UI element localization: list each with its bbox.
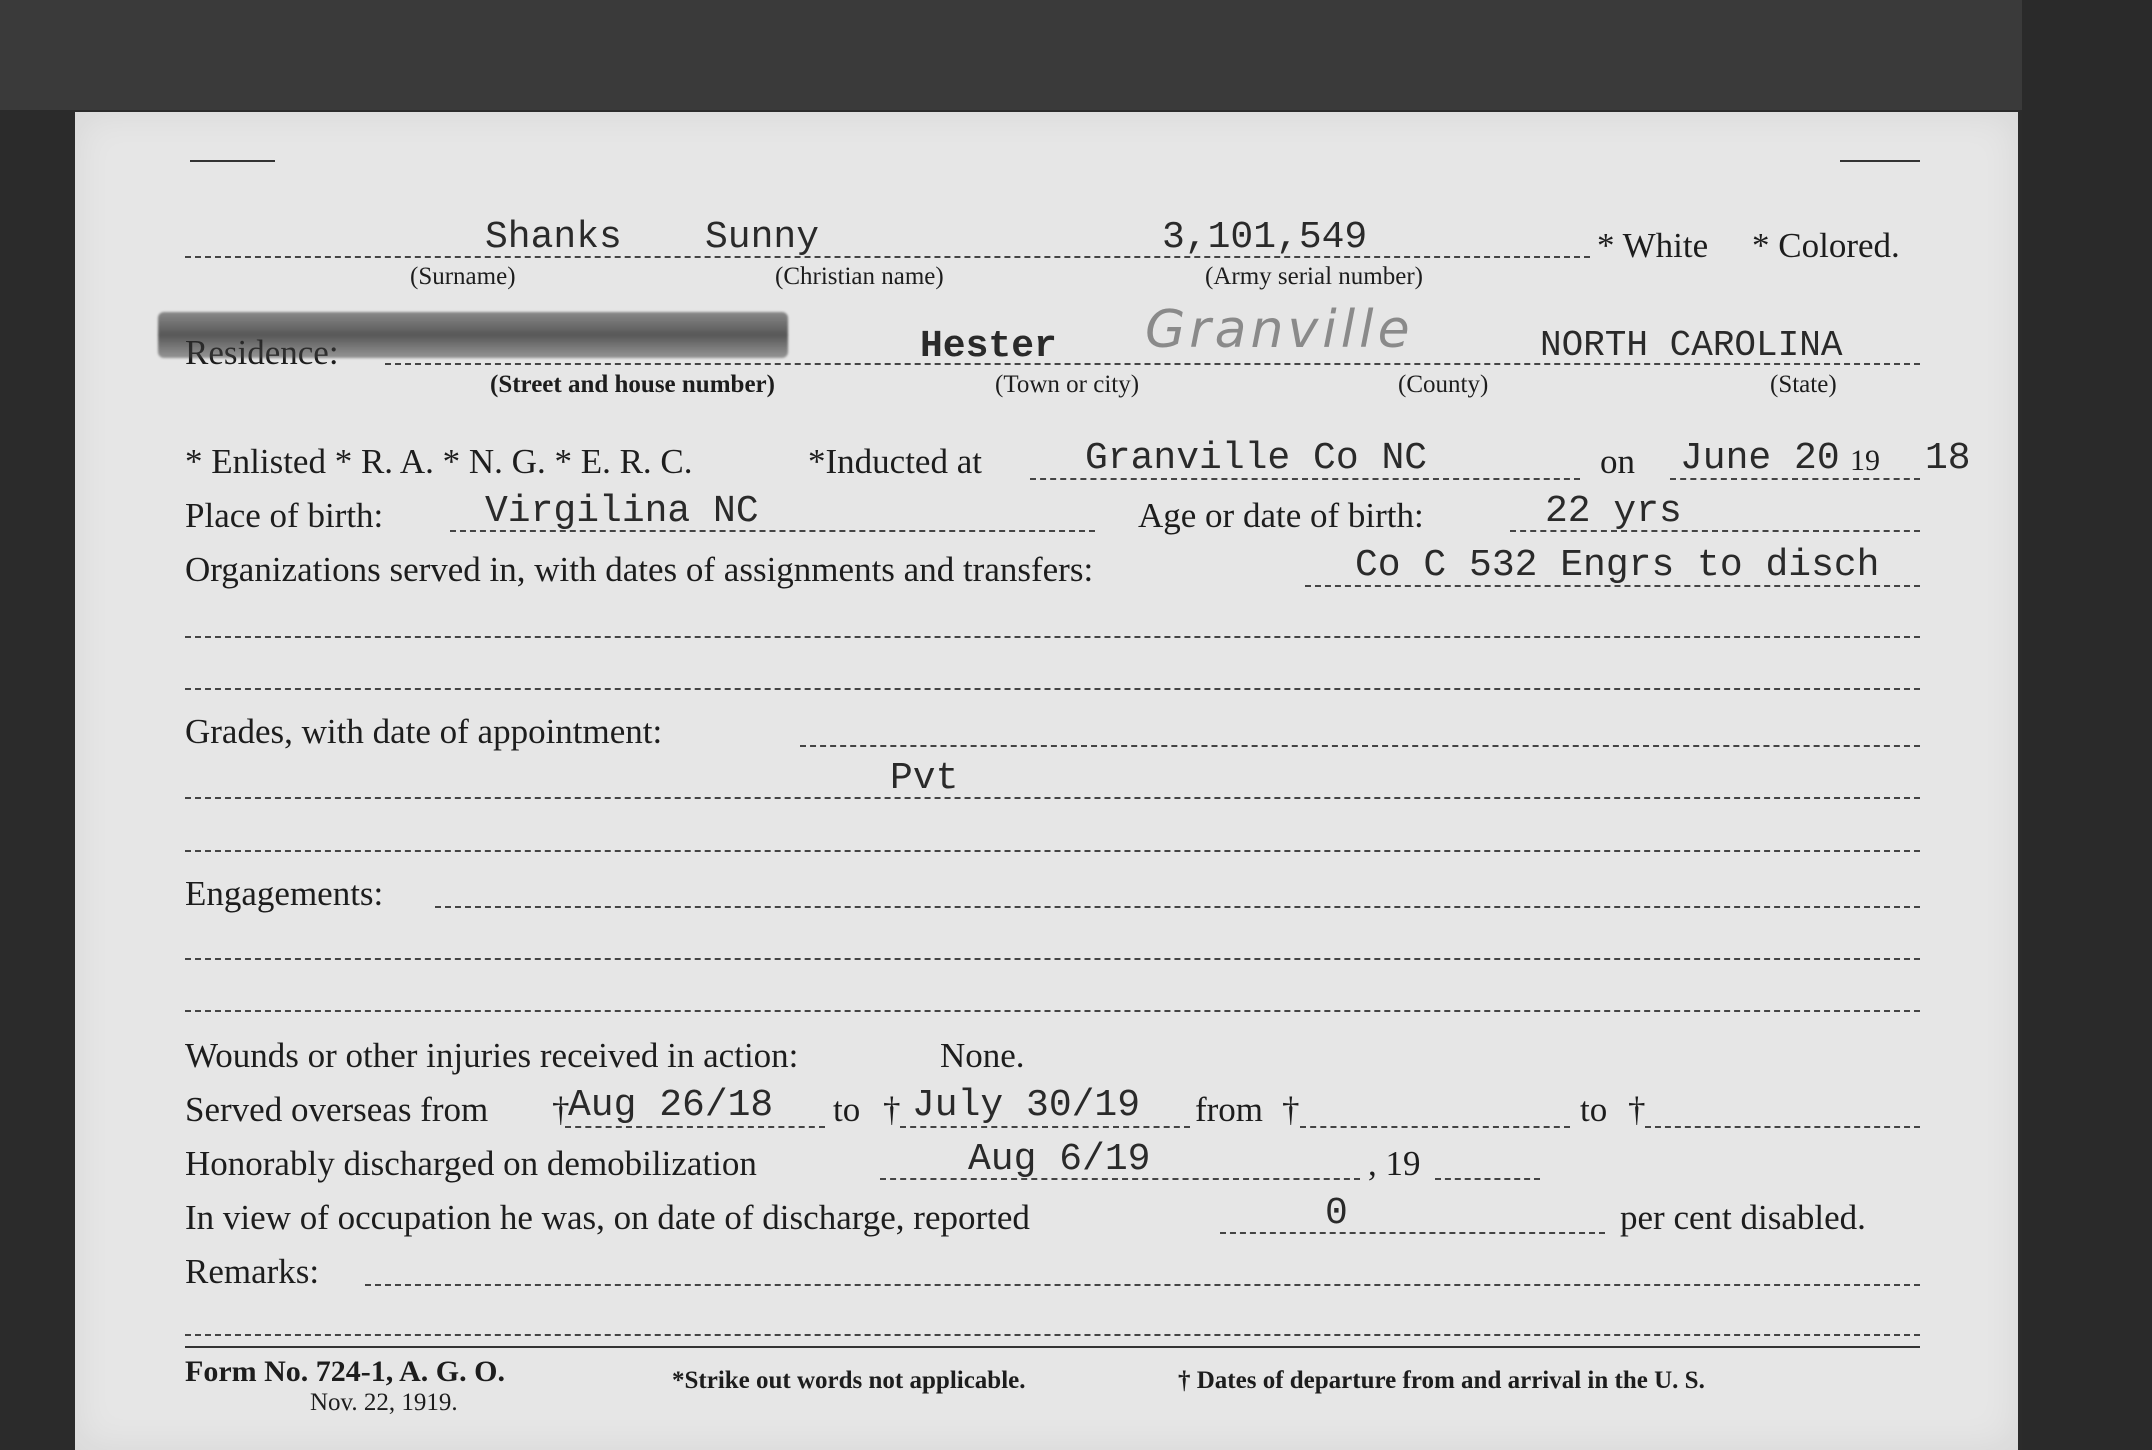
discharge-year-line: [1435, 1178, 1540, 1180]
town-label: (Town or city): [995, 371, 1140, 398]
grades-line-3: [185, 850, 1920, 852]
discharge-year-suffix: , 19: [1368, 1144, 1421, 1183]
disability-label: In view of occupation he was, on date of discharge, reported: [185, 1198, 1030, 1237]
residence-state-value: NORTH CAROLINA: [1540, 325, 1843, 366]
overseas-return-value: July 30/19: [912, 1084, 1141, 1127]
form-number: Form No. 724-1, A. G. O.: [185, 1355, 505, 1388]
overseas-to-label-1: to: [833, 1090, 861, 1129]
age-label: Age or date of birth:: [1138, 496, 1424, 535]
discharge-label: Honorably discharged on demobilization: [185, 1144, 757, 1183]
induction-year-value: 18: [1925, 437, 1971, 480]
overseas-to-label-2: to: [1580, 1090, 1608, 1129]
scanner-background-top: [0, 0, 2152, 110]
street-label: (Street and house number): [490, 371, 775, 398]
disability-value: 0: [1325, 1192, 1348, 1235]
induction-date-value: June 20: [1680, 437, 1840, 480]
place-of-birth-value: Virgilina NC: [485, 490, 759, 533]
organizations-label: Organizations served in, with dates of assignments and transfers:: [185, 550, 1094, 589]
county-label: (County): [1398, 371, 1489, 398]
overseas-label: Served overseas from: [185, 1090, 489, 1129]
top-right-rule: [1840, 160, 1920, 162]
disability-line: [1220, 1232, 1605, 1234]
wounds-label: Wounds or other injuries received in action:: [185, 1036, 799, 1075]
race-white-option: * White: [1597, 226, 1709, 265]
engagements-line-2: [185, 958, 1920, 960]
overseas-dagger-1: †: [552, 1090, 570, 1129]
scanner-background-right: [2022, 0, 2152, 1450]
residence-county-handwritten: Granville: [1145, 300, 1414, 360]
state-label: (State): [1770, 371, 1837, 398]
grades-line-1: [800, 745, 1920, 747]
organizations-value: Co C 532 Engrs to disch: [1355, 544, 1880, 587]
christian-name-label: (Christian name): [775, 263, 944, 290]
serial-number-value: 3,101,549: [1162, 216, 1368, 259]
enlistment-options-struck: * Enlisted * R. A. * N. G. * E. R. C.: [185, 442, 693, 481]
grades-value: Pvt: [890, 757, 959, 800]
overseas-departure-value: Aug 26/18: [568, 1084, 774, 1127]
strike-out-note: *Strike out words not applicable.: [672, 1367, 1026, 1394]
engagements-label: Engagements:: [185, 874, 384, 913]
top-left-rule: [190, 160, 275, 162]
age-value: 22 yrs: [1545, 490, 1682, 533]
footer-rule: [185, 1346, 1920, 1348]
serial-number-label: (Army serial number): [1205, 263, 1423, 290]
wounds-value: None.: [940, 1036, 1025, 1075]
dates-note: † Dates of departure from and arrival in the U. S.: [1178, 1367, 1705, 1394]
surname-label: (Surname): [410, 263, 516, 290]
place-of-birth-label: Place of birth:: [185, 496, 384, 535]
organizations-line-3: [185, 688, 1920, 690]
remarks-line-1: [365, 1284, 1920, 1286]
organizations-line-2: [185, 636, 1920, 638]
race-colored-option: * Colored.: [1752, 226, 1900, 265]
overseas-from-label-2: from: [1195, 1090, 1264, 1129]
name-line: [185, 256, 1590, 258]
overseas-dagger-4: †: [1628, 1090, 1646, 1129]
overseas-dagger-3: †: [1282, 1090, 1300, 1129]
engagements-line-1: [435, 906, 1920, 908]
inducted-label: *Inducted at: [808, 442, 982, 481]
overseas-to-line-2: [1645, 1126, 1920, 1128]
overseas-from-line-2: [1300, 1126, 1570, 1128]
remarks-line-2: [185, 1334, 1920, 1336]
surname-value: Shanks: [485, 216, 622, 259]
form-date: Nov. 22, 1919.: [310, 1389, 458, 1416]
discharge-date-value: Aug 6/19: [968, 1138, 1151, 1181]
strikeout-smudge: [158, 312, 788, 358]
overseas-dagger-2: †: [883, 1090, 901, 1129]
disability-suffix: per cent disabled.: [1620, 1198, 1866, 1237]
inducted-at-value: Granville Co NC: [1085, 437, 1428, 480]
induction-year-prefix: 19: [1850, 444, 1880, 477]
christian-name-value: Sunny: [705, 216, 820, 259]
engagements-line-3: [185, 1010, 1920, 1012]
remarks-label: Remarks:: [185, 1252, 320, 1291]
on-label: on: [1600, 442, 1635, 481]
grades-line-2: [185, 797, 1920, 799]
residence-town-value: Hester: [920, 325, 1057, 368]
grades-label: Grades, with date of appointment:: [185, 712, 663, 751]
